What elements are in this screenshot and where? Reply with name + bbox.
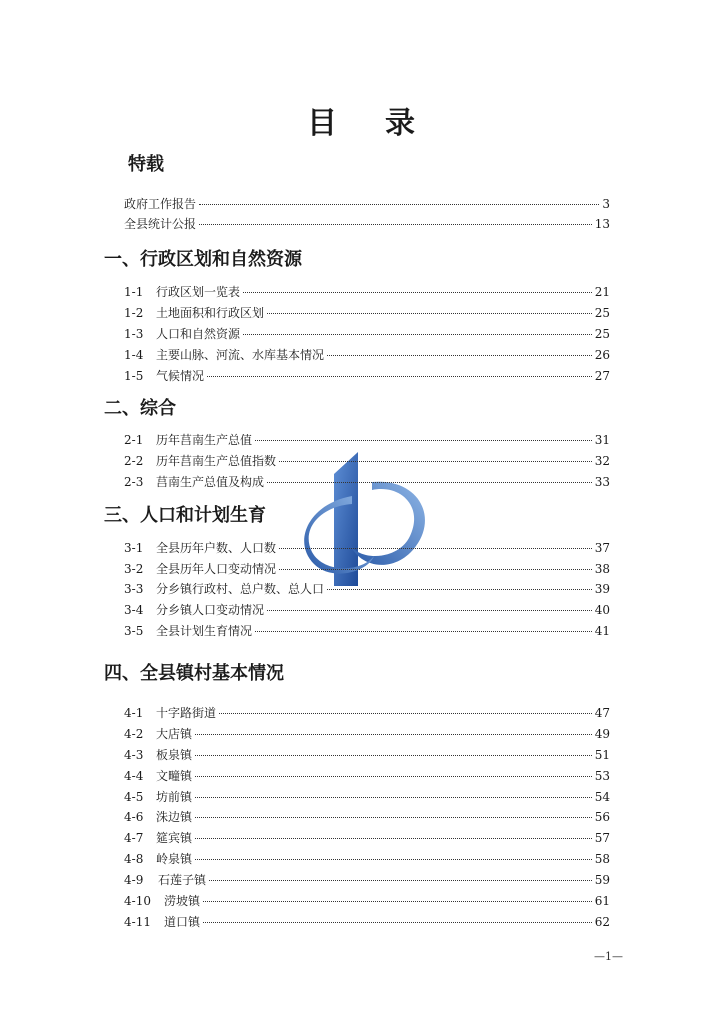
entry-page: 33 — [594, 475, 610, 489]
entry-number: 2-2 — [124, 454, 144, 468]
toc-entry[interactable] — [124, 196, 610, 212]
entry-page: 38 — [594, 562, 610, 576]
leader-dots — [327, 355, 592, 356]
entry-number: 3-1 — [124, 541, 144, 555]
leader-dots — [203, 922, 592, 923]
entry-text: 行政区划一览表 — [156, 285, 241, 299]
title-part2: 录 — [385, 106, 417, 141]
entry-text: 全县历年户数、人口数 — [156, 541, 277, 555]
entry-text: 大店镇 — [156, 727, 193, 741]
entry-page: 58 — [594, 852, 610, 866]
toc-entry[interactable] — [124, 623, 610, 639]
entry-text: 气候情况 — [156, 369, 205, 383]
toc-entry[interactable] — [124, 453, 610, 469]
entry-page: 51 — [594, 748, 610, 762]
entry-page: 62 — [594, 915, 610, 929]
leader-dots — [199, 204, 599, 205]
entry-number: 1-3 — [124, 327, 144, 341]
entry-text: 莒南生产总值及构成 — [156, 475, 265, 489]
section-heading-3: 三、人口和计划生育 — [104, 505, 266, 526]
toc-entry[interactable] — [124, 432, 610, 448]
toc-entry[interactable] — [124, 872, 610, 888]
entry-page: 39 — [594, 582, 610, 596]
entry-page: 25 — [594, 306, 610, 320]
entry-text: 全县统计公报 — [124, 217, 197, 231]
entry-number: 3-4 — [124, 603, 144, 617]
entry-number: 4-5 — [124, 790, 144, 804]
leader-dots — [243, 292, 592, 293]
toc-entry[interactable] — [124, 561, 610, 577]
toc-entry[interactable] — [124, 581, 610, 597]
toc-entry[interactable] — [124, 305, 610, 321]
leader-dots — [195, 776, 592, 777]
toc-entry[interactable] — [124, 602, 610, 618]
entry-text: 洙边镇 — [156, 810, 193, 824]
entry-number: 4-1 — [124, 706, 144, 720]
entry-page: 57 — [594, 831, 610, 845]
leader-dots — [195, 755, 592, 756]
toc-entry[interactable] — [124, 284, 610, 300]
entry-text: 全县计划生育情况 — [156, 624, 253, 638]
toc-entry[interactable] — [124, 726, 610, 742]
toc-entry[interactable] — [124, 705, 610, 721]
leader-dots — [279, 569, 592, 570]
entry-page: 59 — [594, 873, 610, 887]
leader-dots — [199, 224, 592, 225]
leader-dots — [243, 334, 592, 335]
entry-page: 53 — [594, 769, 610, 783]
leader-dots — [267, 610, 592, 611]
entry-text: 历年莒南生产总值指数 — [156, 454, 277, 468]
section-heading-1: 一、行政区划和自然资源 — [104, 249, 302, 270]
entry-page: 49 — [594, 727, 610, 741]
toc-entry[interactable] — [124, 768, 610, 784]
entry-text: 筵宾镇 — [156, 831, 193, 845]
entry-text: 分乡镇人口变动情况 — [156, 603, 265, 617]
toc-entry[interactable] — [124, 809, 610, 825]
toc-entry[interactable] — [124, 914, 610, 930]
entry-page: 37 — [594, 541, 610, 555]
entry-text: 分乡镇行政村、总户数、总人口 — [156, 582, 325, 596]
entry-text: 涝坡镇 — [164, 894, 201, 908]
entry-text: 板泉镇 — [156, 748, 193, 762]
entry-text: 十字路街道 — [156, 706, 217, 720]
entry-text: 全县历年人口变动情况 — [156, 562, 277, 576]
entry-text: 历年莒南生产总值 — [156, 433, 253, 447]
leader-dots — [207, 376, 592, 377]
entry-number: 4-2 — [124, 727, 144, 741]
entry-number: 1-1 — [124, 285, 144, 299]
entry-text: 坊前镇 — [156, 790, 193, 804]
leader-dots — [279, 548, 592, 549]
toc-entry[interactable] — [124, 347, 610, 363]
entry-number: 4-4 — [124, 769, 144, 783]
toc-entry[interactable] — [124, 540, 610, 556]
entry-number: 4-9 — [124, 873, 144, 887]
leader-dots — [195, 838, 592, 839]
page-number: —1— — [594, 950, 623, 963]
entry-text: 岭泉镇 — [156, 852, 193, 866]
entry-page: 32 — [594, 454, 610, 468]
entry-page: 3 — [602, 197, 610, 211]
entry-page: 13 — [594, 217, 610, 231]
entry-page: 21 — [594, 285, 610, 299]
entry-page: 41 — [594, 624, 610, 638]
toc-entry[interactable] — [124, 789, 610, 805]
entry-number: 1-2 — [124, 306, 144, 320]
entry-number: 4-10 — [124, 894, 151, 908]
leader-dots — [195, 734, 592, 735]
leader-dots — [195, 797, 592, 798]
entry-text: 道口镇 — [164, 915, 201, 929]
entry-number: 4-11 — [124, 915, 151, 929]
entry-page: 25 — [594, 327, 610, 341]
toc-entry[interactable] — [124, 326, 610, 342]
entry-page: 61 — [594, 894, 610, 908]
entry-text: 文疃镇 — [156, 769, 193, 783]
entry-number: 2-3 — [124, 475, 144, 489]
toc-entry[interactable] — [124, 474, 610, 490]
entry-page: 40 — [594, 603, 610, 617]
entry-number: 3-5 — [124, 624, 144, 638]
leader-dots — [219, 713, 592, 714]
toc-entry[interactable] — [124, 368, 610, 384]
entry-text: 土地面积和行政区划 — [156, 306, 265, 320]
special-heading: 特载 — [128, 154, 164, 175]
entry-page: 27 — [594, 369, 610, 383]
entry-number: 4-7 — [124, 831, 144, 845]
toc-entry[interactable] — [124, 216, 610, 232]
title-part1: 目 — [307, 106, 339, 141]
entry-number: 1-5 — [124, 369, 144, 383]
entry-page: 31 — [594, 433, 610, 447]
leader-dots — [279, 461, 592, 462]
toc-entry[interactable] — [124, 851, 610, 867]
leader-dots — [327, 589, 592, 590]
entry-number: 2-1 — [124, 433, 144, 447]
entry-text: 石莲子镇 — [158, 873, 207, 887]
entry-number: 3-3 — [124, 582, 144, 596]
entry-page: 47 — [594, 706, 610, 720]
entry-number: 4-8 — [124, 852, 144, 866]
leader-dots — [267, 482, 592, 483]
section-heading-2: 二、综合 — [104, 398, 176, 419]
toc-entry[interactable] — [124, 747, 610, 763]
entry-text: 人口和自然资源 — [156, 327, 241, 341]
entry-number: 1-4 — [124, 348, 144, 362]
section-heading-4: 四、全县镇村基本情况 — [104, 663, 284, 684]
leader-dots — [209, 880, 592, 881]
entry-text: 主要山脉、河流、水库基本情况 — [156, 348, 325, 362]
entry-number: 4-3 — [124, 748, 144, 762]
leader-dots — [255, 440, 592, 441]
page-title — [0, 98, 724, 142]
entry-number: 4-6 — [124, 810, 144, 824]
entry-page: 26 — [594, 348, 610, 362]
toc-entry[interactable] — [124, 830, 610, 846]
leader-dots — [195, 817, 592, 818]
leader-dots — [255, 631, 592, 632]
entry-page: 54 — [594, 790, 610, 804]
entry-number: 3-2 — [124, 562, 144, 576]
entry-text: 政府工作报告 — [124, 197, 197, 211]
leader-dots — [267, 313, 592, 314]
toc-entry[interactable] — [124, 893, 610, 909]
leader-dots — [195, 859, 592, 860]
entry-page: 56 — [594, 810, 610, 824]
leader-dots — [203, 901, 592, 902]
